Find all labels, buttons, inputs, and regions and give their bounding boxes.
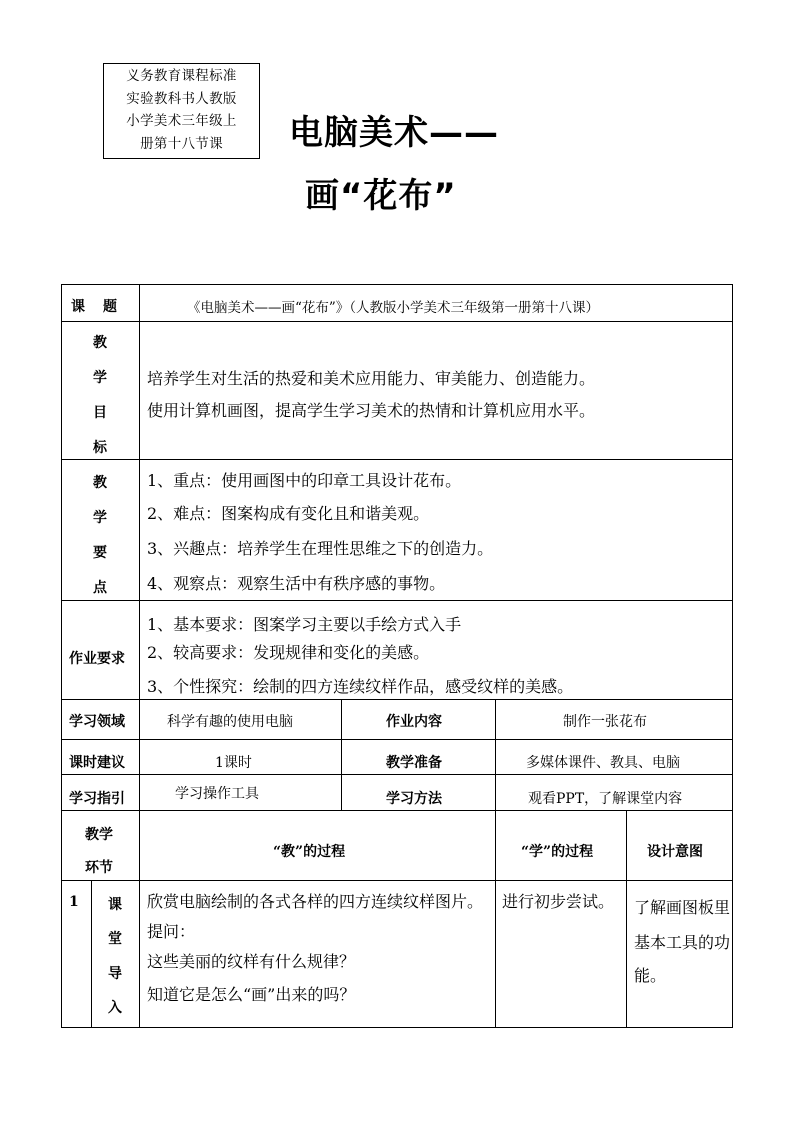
points-label-char: 要: [93, 545, 107, 561]
guide-label: 学习指引: [69, 791, 125, 807]
topic-value: 《电脑美术——画“花布”》（人教版小学美术三年级第一册第十八课）: [187, 300, 600, 316]
key-point: 2、难点：图案构成有变化且和谐美观。: [147, 504, 430, 523]
teach-process-header: “教”的过程: [273, 844, 346, 860]
curriculum-line: 义务教育课程标准: [126, 68, 237, 84]
points-label-char: 教: [93, 475, 107, 491]
field-value: 科学有趣的使用电脑: [167, 714, 293, 730]
intent-line: 了解画图板里: [634, 898, 731, 917]
goals-label-char: 教: [93, 335, 107, 351]
step-name-char: 堂: [108, 931, 122, 947]
points-label-char: 学: [93, 510, 107, 526]
curriculum-line: 实验教科书人教版: [126, 90, 237, 107]
method-label: 学习方法: [386, 791, 442, 807]
step-name-char: 课: [108, 897, 122, 913]
step-header: 教学: [85, 827, 113, 843]
learn-process-header: “学”的过程: [521, 844, 594, 860]
homework-item: 3、个性探究：绘制的四方连续纹样作品，感受纹样的美感。: [147, 677, 574, 696]
curriculum-line: 册第十八节课: [140, 135, 223, 152]
goals-label-char: 学: [93, 370, 107, 386]
homework-content-value: 制作一张花布: [563, 714, 647, 730]
time-value: 1课时: [215, 755, 252, 771]
homework-item: 2、较高要求：发现规律和变化的美感。: [147, 643, 430, 662]
teach-step-line: 这些美丽的纹样有什么规律？: [147, 952, 356, 971]
teach-step-line: 提问：: [147, 922, 196, 941]
guide-value: 学习操作工具: [175, 786, 259, 802]
goals-label-char: 目: [93, 405, 107, 421]
key-point: 4、观察点：观察生活中有秩序感的事物。: [147, 574, 446, 593]
teach-step-line: 知道它是怎么“画”出来的吗？: [147, 985, 356, 1004]
curriculum-line: 小学美术三年级上: [126, 113, 237, 129]
points-label-char: 点: [93, 580, 107, 596]
lesson-plan-table: [61, 284, 733, 1028]
homework-item: 1、基本要求：图案学习主要以手绘方式入手: [147, 615, 462, 634]
goals-label-char: 标: [93, 440, 107, 456]
key-point: 3、兴趣点：培养学生在理性思维之下的创造力。: [147, 539, 494, 558]
time-label: 课时建议: [69, 755, 125, 771]
learn-step: 进行初步尝试。: [502, 892, 615, 911]
step-name-char: 入: [108, 1000, 122, 1016]
field-label: 学习领域: [69, 714, 125, 730]
goal-item: 培养学生对生活的热爱和美术应用能力、审美能力、创造能力。: [147, 369, 596, 388]
homework-content-label: 作业内容: [386, 714, 442, 730]
intent-line: 基本工具的功: [634, 933, 731, 952]
curriculum-info-box: [103, 63, 260, 159]
prep-label: 教学准备: [386, 755, 442, 771]
teach-step-line: 欣赏电脑绘制的各式各样的四方连续纹样图片。: [147, 892, 484, 911]
goal-item: 使用计算机画图，提高学生学习美术的热情和计算机应用水平。: [147, 401, 596, 420]
design-intent-header: 设计意图: [647, 844, 703, 860]
method-value: 观看PPT，了解课堂内容: [528, 791, 683, 807]
intent-line: 能。: [634, 966, 667, 985]
step-header: 环节: [85, 860, 113, 876]
step-name-char: 导: [108, 966, 122, 982]
key-point: 1、重点：使用画图中的印章工具设计花布。: [147, 471, 462, 490]
step-number: 1: [69, 894, 79, 910]
prep-value: 多媒体课件、教具、电脑: [526, 755, 680, 771]
homework-label: 作业要求: [69, 651, 125, 667]
topic-label: 课 题: [71, 299, 119, 315]
